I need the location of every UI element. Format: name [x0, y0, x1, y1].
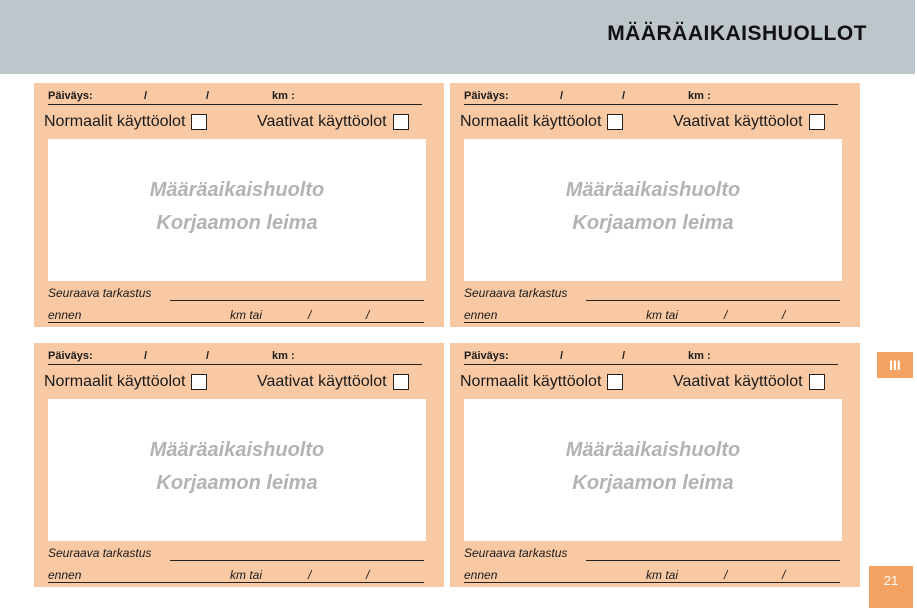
- before-row: [48, 567, 424, 583]
- normal-conditions-option[interactable]: [44, 113, 207, 131]
- demanding-conditions-checkbox[interactable]: [809, 374, 825, 390]
- conditions-row: [460, 113, 850, 135]
- next-inspection-row: [48, 286, 424, 301]
- normal-conditions-label: Normaalit käyttöolot: [44, 373, 186, 390]
- normal-conditions-option[interactable]: [460, 113, 623, 131]
- next-inspection-row: [464, 546, 840, 561]
- next-inspection-line: [170, 300, 424, 301]
- date-separator: /: [366, 308, 370, 322]
- stamp-placeholder-title: Määräaikaishuolto: [149, 439, 325, 461]
- section-tab: III: [877, 352, 913, 378]
- stamp-placeholder-title: Määräaikaishuolto: [565, 179, 741, 201]
- next-inspection-line: [586, 560, 840, 561]
- demanding-conditions-checkbox[interactable]: [809, 114, 825, 130]
- date-km-row: [464, 89, 838, 105]
- next-inspection-line: [170, 560, 424, 561]
- demanding-conditions-label: Vaativat käyttöolot: [257, 373, 387, 390]
- date-separator: /: [206, 350, 210, 362]
- km-label: km :: [272, 90, 295, 102]
- workshop-stamp-area: [48, 139, 426, 281]
- km-label: km :: [688, 350, 711, 362]
- before-label: ennen: [48, 308, 82, 322]
- next-inspection-row: [48, 546, 424, 561]
- date-label: Päiväys:: [464, 350, 509, 362]
- next-inspection-row: [464, 286, 840, 301]
- normal-conditions-option[interactable]: [44, 373, 207, 391]
- stamp-placeholder-title: Määräaikaishuolto: [149, 179, 325, 201]
- km-or-label: km tai: [230, 308, 263, 322]
- normal-conditions-checkbox[interactable]: [191, 114, 207, 130]
- conditions-row: [44, 373, 434, 395]
- stamp-placeholder-subtitle: Korjaamon leima: [156, 472, 318, 494]
- conditions-row: [460, 373, 850, 395]
- date-label: Päiväys:: [464, 90, 509, 102]
- before-label: ennen: [464, 568, 498, 582]
- normal-conditions-option[interactable]: [460, 373, 623, 391]
- demanding-conditions-checkbox[interactable]: [393, 374, 409, 390]
- date-separator: /: [206, 90, 210, 102]
- date-separator: /: [622, 350, 626, 362]
- date-separator: /: [724, 308, 728, 322]
- demanding-conditions-checkbox[interactable]: [393, 114, 409, 130]
- date-separator: /: [308, 568, 312, 582]
- date-km-row: [464, 349, 838, 365]
- date-separator: /: [366, 568, 370, 582]
- service-record-card: [34, 343, 444, 587]
- next-inspection-label: Seuraava tarkastus: [464, 286, 568, 300]
- next-inspection-label: Seuraava tarkastus: [48, 286, 152, 300]
- normal-conditions-checkbox[interactable]: [191, 374, 207, 390]
- before-label: ennen: [464, 308, 498, 322]
- stamp-placeholder-subtitle: Korjaamon leima: [572, 212, 734, 234]
- before-label: ennen: [48, 568, 82, 582]
- km-label: km :: [272, 350, 295, 362]
- conditions-row: [44, 113, 434, 135]
- date-separator: /: [724, 568, 728, 582]
- date-separator: /: [560, 350, 564, 362]
- page-number: 21: [869, 566, 913, 608]
- workshop-stamp-area: [48, 399, 426, 541]
- normal-conditions-checkbox[interactable]: [607, 374, 623, 390]
- demanding-conditions-label: Vaativat käyttöolot: [257, 113, 387, 130]
- before-row: [464, 567, 840, 583]
- date-separator: /: [622, 90, 626, 102]
- header-bar: [0, 0, 915, 74]
- demanding-conditions-option[interactable]: [673, 113, 825, 131]
- demanding-conditions-option[interactable]: [257, 373, 409, 391]
- stamp-placeholder-subtitle: Korjaamon leima: [572, 472, 734, 494]
- km-label: km :: [688, 90, 711, 102]
- workshop-stamp-area: [464, 399, 842, 541]
- date-label: Päiväys:: [48, 90, 93, 102]
- date-separator: /: [144, 90, 148, 102]
- service-record-card: [450, 83, 860, 327]
- next-inspection-label: Seuraava tarkastus: [48, 546, 152, 560]
- before-row: [464, 307, 840, 323]
- normal-conditions-checkbox[interactable]: [607, 114, 623, 130]
- service-record-card: [450, 343, 860, 587]
- demanding-conditions-option[interactable]: [673, 373, 825, 391]
- workshop-stamp-area: [464, 139, 842, 281]
- demanding-conditions-label: Vaativat käyttöolot: [673, 373, 803, 390]
- demanding-conditions-option[interactable]: [257, 113, 409, 131]
- date-km-row: [48, 349, 422, 365]
- next-inspection-line: [586, 300, 840, 301]
- km-or-label: km tai: [646, 568, 679, 582]
- page-title: MÄÄRÄAIKAISHUOLLOT: [607, 22, 867, 45]
- km-or-label: km tai: [646, 308, 679, 322]
- before-row: [48, 307, 424, 323]
- service-record-card: [34, 83, 444, 327]
- normal-conditions-label: Normaalit käyttöolot: [44, 113, 186, 130]
- date-separator: /: [782, 568, 786, 582]
- date-km-row: [48, 89, 422, 105]
- km-or-label: km tai: [230, 568, 263, 582]
- stamp-placeholder-title: Määräaikaishuolto: [565, 439, 741, 461]
- normal-conditions-label: Normaalit käyttöolot: [460, 113, 602, 130]
- date-label: Päiväys:: [48, 350, 93, 362]
- next-inspection-label: Seuraava tarkastus: [464, 546, 568, 560]
- date-separator: /: [144, 350, 148, 362]
- demanding-conditions-label: Vaativat käyttöolot: [673, 113, 803, 130]
- normal-conditions-label: Normaalit käyttöolot: [460, 373, 602, 390]
- date-separator: /: [560, 90, 564, 102]
- date-separator: /: [308, 308, 312, 322]
- stamp-placeholder-subtitle: Korjaamon leima: [156, 212, 318, 234]
- date-separator: /: [782, 308, 786, 322]
